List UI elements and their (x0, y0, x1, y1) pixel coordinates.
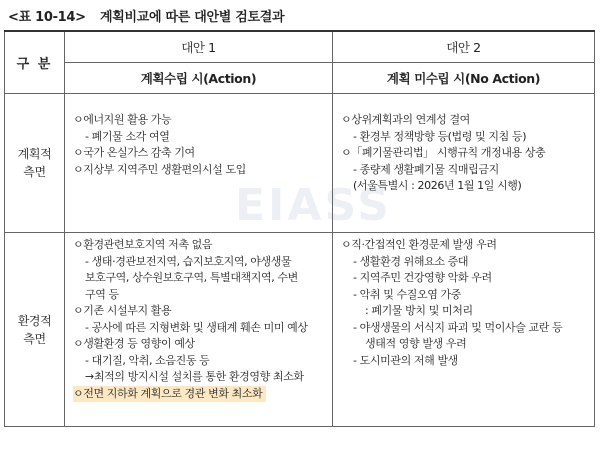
environmental-alt1-cell (65, 233, 333, 427)
list-item: - 생활환경 위해요소 증대 (353, 254, 469, 268)
list-item: : 폐기물 방치 및 미처리 (365, 304, 473, 317)
list-item: - 지역주민 건강영향 악화 우려 (353, 271, 492, 284)
list-item: ㅇ에너지원 활용 가능 (73, 113, 172, 126)
list-item: ㅇ국가 온실가스 감축 기여 (73, 146, 195, 159)
table-row-planning (5, 94, 595, 233)
table-title: 계획비교에 따른 대안별 검토결과 (99, 10, 285, 25)
list-item: ㅇ환경관련보호지역 저촉 없음 (73, 238, 213, 251)
list-item: ㅇ상위계획과의 연계성 결여 (341, 113, 470, 126)
list-item: - 야생생물의 서식지 파괴 및 먹이사슬 교란 등 (353, 320, 563, 334)
list-item: - 종량제 생활폐기물 직매립금지 (353, 162, 499, 176)
alt1-title: 대안 1 (65, 31, 333, 63)
list-item: - 생태·경관보전지역, 습지보호지역, 야생생물 (85, 254, 292, 268)
row-label-planning (5, 94, 65, 233)
watermark-logo: EIASS (235, 180, 392, 231)
row-label-line: 환경적 (17, 313, 52, 328)
list-item: 보호구역, 상수원보호구역, 특별대책지역, 수변 (85, 271, 298, 284)
table-row-environmental (5, 233, 595, 427)
list-item: ㅇ생활환경 등 영향이 예상 (73, 337, 195, 350)
table-number: <표 10-14> (8, 10, 86, 25)
list-item: - 공사에 따른 지형변화 및 생태계 훼손 미미 예상 (85, 320, 308, 334)
planning-alt1-cell (65, 94, 333, 233)
environmental-alt2-cell (333, 233, 595, 427)
alt2-title: 대안 2 (333, 31, 595, 63)
gubun-header: 구 분 (5, 31, 65, 94)
row-label-environmental (5, 233, 65, 427)
list-item: - 대기질, 악취, 소음진동 등 (85, 353, 210, 367)
alt2-subtitle: 계획 미수립 시(No Action) (333, 63, 595, 94)
list-item: - 도시미관의 저해 발생 (353, 353, 458, 367)
table-caption (8, 6, 284, 25)
alt1-subtitle: 계획수립 시(Action) (65, 63, 333, 94)
list-item: 생태적 영향 발생 우려 (365, 337, 467, 350)
highlighted-list-item: ㅇ전면 지하화 계획으로 경관 변화 최소화 (73, 386, 266, 403)
list-item: - 악취 및 수질오염 가중 (353, 287, 461, 301)
list-item: (서울특별시 : 2026년 1월 1일 시행) (353, 179, 522, 192)
list-item: - 환경부 정책방향 등(법령 및 지침 등) (353, 129, 527, 143)
list-item: ㅇ직·간접적인 환경문제 발생 우려 (341, 238, 497, 251)
list-item: ㅇ지상부 지역주민 생활편의시설 도입 (73, 162, 246, 176)
list-item: 구역 등 (85, 287, 119, 301)
planning-alt2-cell (333, 94, 595, 233)
row-label-line: 계획적 (17, 147, 52, 161)
row-label-line: 측면 (23, 331, 46, 346)
comparison-table (4, 30, 595, 427)
list-item: →최적의 방지시설 설치를 통한 환경영향 최소화 (85, 370, 304, 383)
list-item: ㅇ「폐기물관리법」 시행규칙 개정내용 상충 (341, 146, 546, 159)
row-label-line: 측면 (23, 165, 46, 179)
list-item: ㅇ기존 시설부지 활용 (73, 304, 172, 317)
list-item: - 폐기물 소각 여열 (85, 129, 170, 143)
